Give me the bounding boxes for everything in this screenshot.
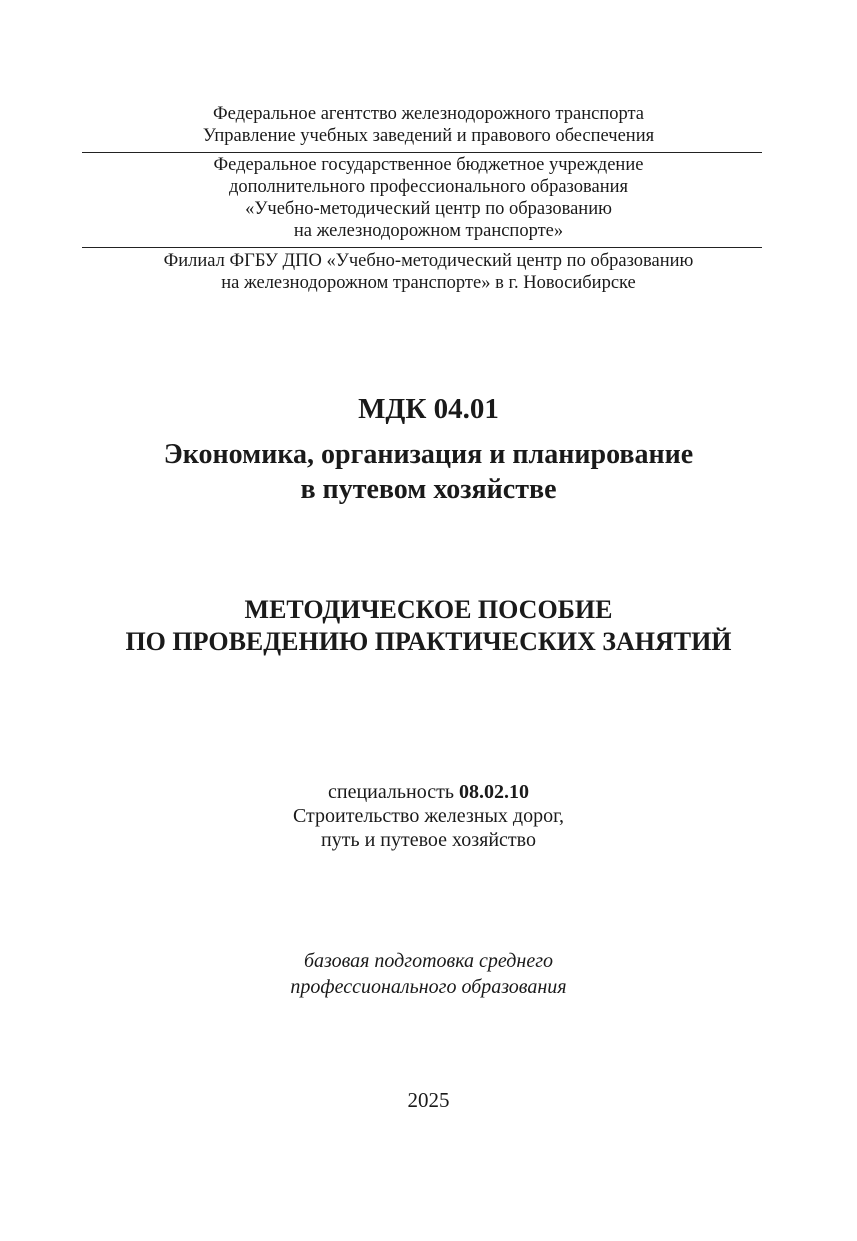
branch-block — [0, 250, 857, 294]
institution-block — [0, 154, 857, 242]
institution-line: «Учебно-методический центр по образованию — [245, 199, 612, 219]
institution-line: дополнительного профессионального образования — [228, 177, 629, 197]
institution-line: на железнодорожном транспорте» — [293, 221, 564, 241]
agency-line: Управление учебных заведений и правового обеспечения — [202, 126, 655, 146]
document-type-line: МЕТОДИЧЕСКОЕ ПОСОБИЕ — [244, 595, 613, 624]
specialty-name-line: Строительство железных дорог, — [292, 805, 565, 827]
publication-year: 2025 — [407, 1088, 450, 1112]
header-divider — [82, 247, 762, 248]
header-divider — [82, 152, 762, 153]
course-code: МДК 04.01 — [358, 393, 499, 425]
specialty-name-line: путь и путевое хозяйство — [321, 829, 536, 851]
course-title-block — [0, 391, 857, 507]
specialty-code: 08.02.10 — [458, 781, 529, 803]
specialty-block — [0, 780, 857, 852]
branch-line: на железнодорожном транспорте» в г. Новосибирске — [221, 273, 636, 293]
course-name-line: Экономика, организация и планирование — [163, 439, 694, 470]
agency-block — [0, 103, 857, 147]
institution-line: Федеральное государственное бюджетное учреждение — [213, 155, 644, 175]
education-level-line: профессионального образования — [290, 976, 567, 998]
course-name-line: в путевом хозяйстве — [300, 474, 557, 505]
document-type-block — [0, 594, 857, 658]
education-level-block — [0, 948, 857, 1000]
education-level-line: базовая подготовка среднего — [303, 950, 554, 972]
year-block — [0, 1087, 857, 1113]
document-type-line: ПО ПРОВЕДЕНИЮ ПРАКТИЧЕСКИХ ЗАНЯТИЙ — [125, 627, 732, 656]
branch-line: Филиал ФГБУ ДПО «Учебно-методический центр по образованию — [163, 251, 694, 271]
specialty-label: специальность — [328, 781, 454, 803]
agency-line: Федеральное агентство железнодорожного транспорта — [212, 104, 644, 124]
specialty-heading — [0, 780, 857, 804]
